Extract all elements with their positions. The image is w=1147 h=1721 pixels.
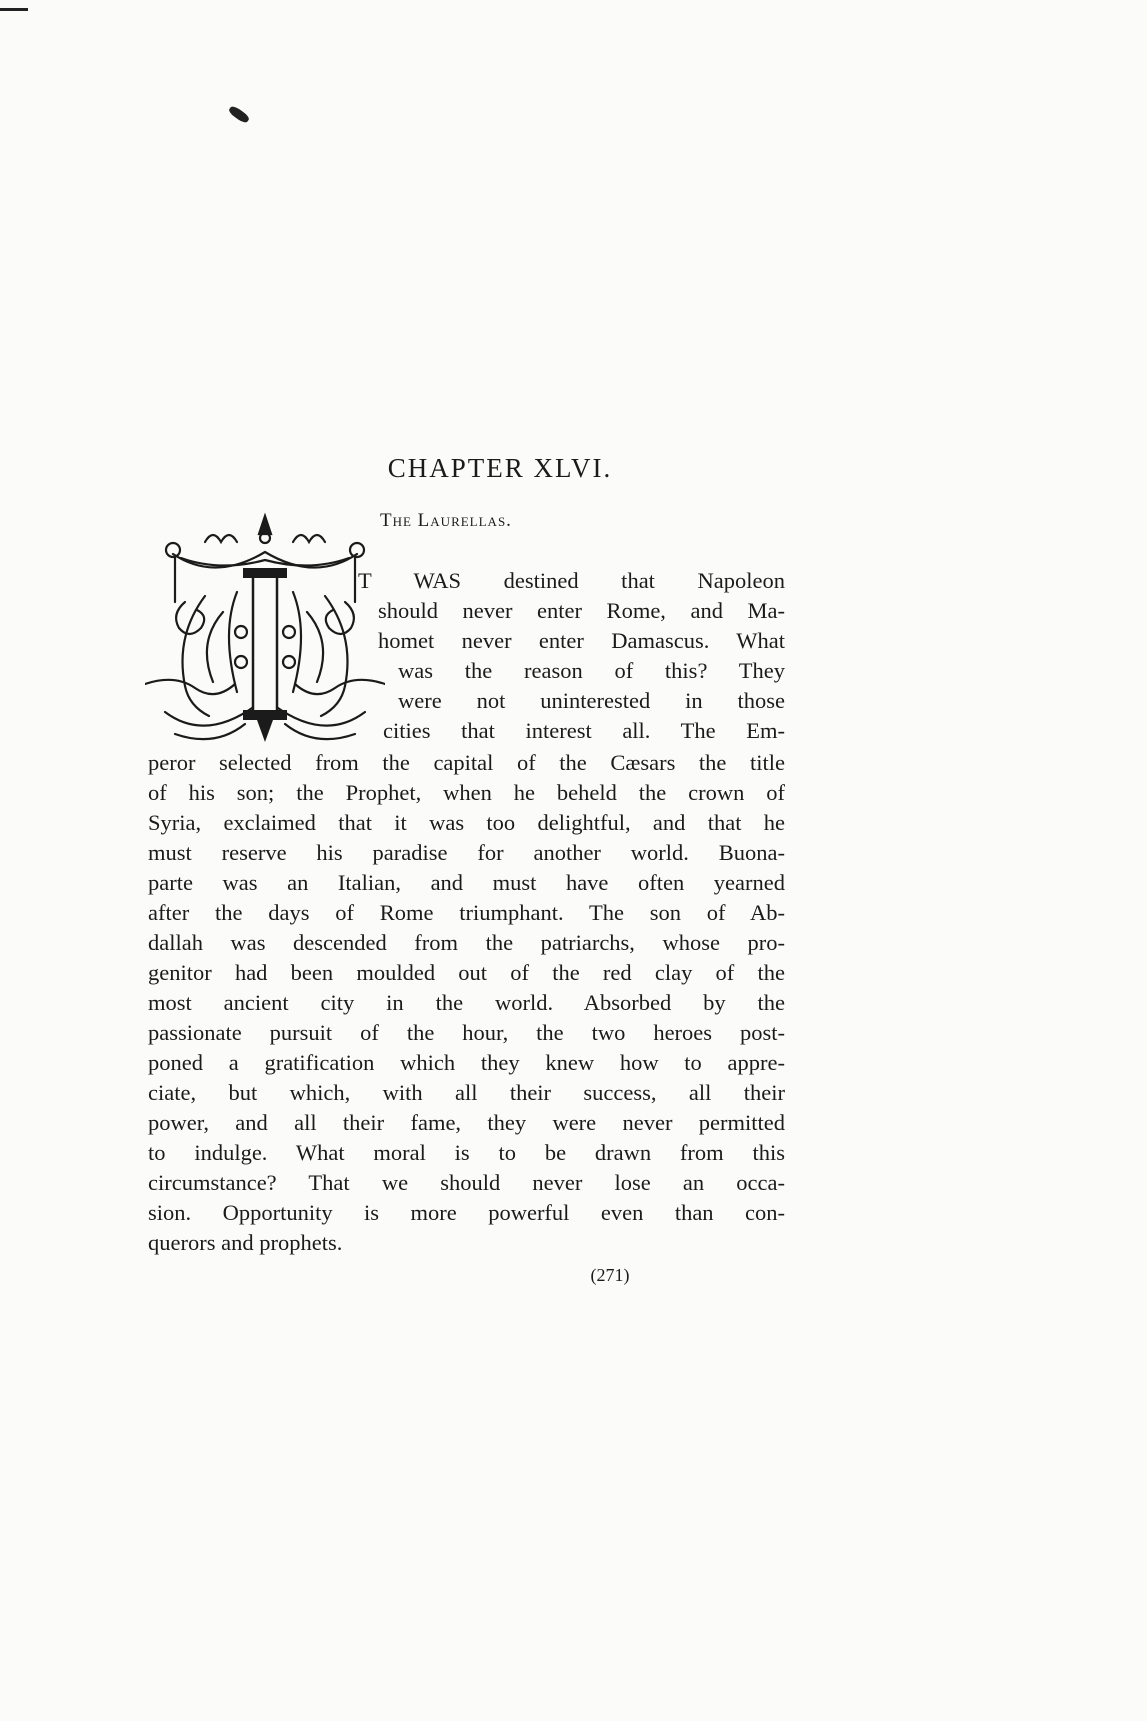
text-line: must reserve his paradise for another world. Buona-: [148, 840, 785, 865]
text-line: were not uninterested in those: [398, 688, 785, 713]
text-line: cities that interest all. The Em-: [383, 718, 785, 743]
ornamental-initial-icon: [145, 512, 385, 747]
text-line: querors and prophets.: [148, 1230, 343, 1255]
text-line: passionate pursuit of the hour, the two heroes post-: [148, 1020, 785, 1045]
text-line: ciate, but which, with all their success, all their: [148, 1080, 785, 1105]
scan-mark: [227, 105, 250, 125]
text-line: after the days of Rome triumphant. The son of Ab-: [148, 900, 785, 925]
text-line: power, and all their fame, they were never permitted: [148, 1110, 785, 1135]
text-line: peror selected from the capital of the Cæsars the title: [148, 750, 785, 775]
text-line: homet never enter Damascus. What: [378, 628, 785, 653]
chapter-heading: CHAPTER XLVI.: [387, 453, 613, 483]
text-line: should never enter Rome, and Ma-: [378, 598, 785, 623]
text-line: circumstance? That we should never lose an occa-: [148, 1170, 785, 1195]
scan-mark: [0, 8, 28, 11]
text-line: T WAS destined that Napoleon: [358, 568, 785, 593]
section-title: The Laurellas.: [380, 510, 512, 531]
page-number: (271): [590, 1265, 630, 1285]
text-line: most ancient city in the world. Absorbed by the: [148, 990, 785, 1015]
text-line: was the reason of this? They: [398, 658, 785, 683]
text-line: dallah was descended from the patriarchs, whose pro-: [148, 930, 785, 955]
text-line: poned a gratification which they knew how to appre-: [148, 1050, 785, 1075]
text-line: sion. Opportunity is more powerful even than con-: [148, 1200, 785, 1225]
text-line: of his son; the Prophet, when he beheld the crown of: [148, 780, 785, 805]
text-line: genitor had been moulded out of the red clay of the: [148, 960, 785, 985]
text-line: Syria, exclaimed that it was too delightful, and that he: [148, 810, 785, 835]
text-line: parte was an Italian, and must have often yearned: [148, 870, 785, 895]
text-line: to indulge. What moral is to be drawn from this: [148, 1140, 785, 1165]
